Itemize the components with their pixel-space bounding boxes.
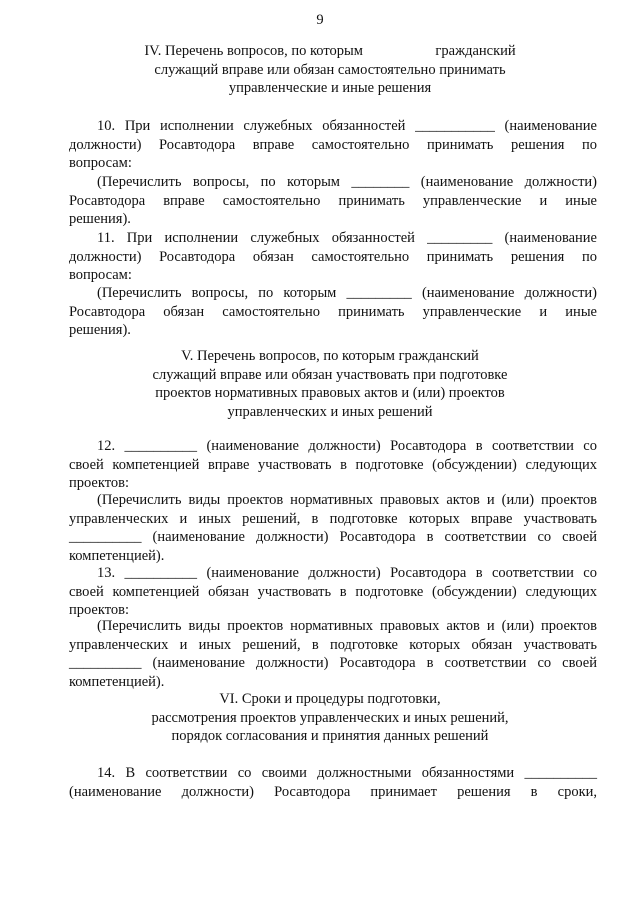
paragraph-13 <box>69 564 597 620</box>
text-line: управленческих и иных решений, в подготовке которых обязан участвовать <box>69 636 597 653</box>
section-5-heading-line: служащий вправе или обязан участвовать при подготовке <box>152 366 508 383</box>
text-line: (Перечислить вопросы, по которым _________ (наименование должности) <box>97 285 597 301</box>
text-line: компетенцией). <box>69 547 165 564</box>
paragraph-12 <box>69 437 597 493</box>
text-line: должности) Росавтодора вправе самостоятельно принимать решения по <box>69 136 597 153</box>
paragraph-11-note <box>69 284 597 340</box>
section-5-heading-line: управленческих и иных решений <box>227 403 433 420</box>
text-line: своей компетенцией обязан участвовать в подготовке (обсуждении) следующих <box>69 583 597 600</box>
text-line: проектов: <box>69 475 129 491</box>
text-line: компетенцией). <box>69 673 165 690</box>
section-4-heading <box>60 42 600 98</box>
section-5-heading-line: V. Перечень вопросов, по которым гражданский <box>181 348 479 364</box>
section-6-heading-line: порядок согласования и принятия данных решений <box>171 728 489 744</box>
paragraph-12-note <box>69 491 597 565</box>
section-6-heading-line: рассмотрения проектов управленческих и иных решений, <box>151 709 509 726</box>
text-line: Росавтодора вправе самостоятельно принимать управленческие и иные <box>69 192 597 209</box>
text-line: 11. При исполнении служебных обязанностей _________ (наименование <box>97 230 597 246</box>
section-4-heading-line: управленческие и иные решения <box>228 80 432 96</box>
text-line: решения). <box>69 211 131 227</box>
text-line: (Перечислить вопросы, по которым ________ (наименование должности) <box>97 174 597 190</box>
text-line: (Перечислить виды проектов нормативных правовых актов и (или) проектов <box>97 492 597 508</box>
text-line: решения). <box>69 322 131 338</box>
text-line: 14. В соответствии со своими должностными обязанностями __________ <box>97 765 597 781</box>
section-4-heading-line: IV. Перечень вопросов, по которым гражданский <box>144 43 516 59</box>
text-line: вопросам: <box>69 267 132 283</box>
text-line: (Перечислить виды проектов нормативных правовых актов и (или) проектов <box>97 618 597 634</box>
paragraph-10 <box>69 117 597 173</box>
text-line: __________ (наименование должности) Росавтодора в соответствии со своей <box>69 529 597 545</box>
section-4-heading-line: служащий вправе или обязан самостоятельно принимать <box>154 61 506 78</box>
section-5-heading <box>60 347 600 421</box>
text-line: Росавтодора обязан самостоятельно принимать управленческие и иные <box>69 303 597 320</box>
paragraph-11 <box>69 229 597 285</box>
text-line: 13. __________ (наименование должности) Росавтодора в соответствии со <box>97 565 597 581</box>
section-6-heading-line: VI. Сроки и процедуры подготовки, <box>219 691 441 707</box>
paragraph-10-note <box>69 173 597 229</box>
section-5-heading-line: проектов нормативных правовых актов и (или) проектов <box>155 385 505 401</box>
text-line: (наименование должности) Росавтодора принимает решения в сроки, <box>69 783 597 800</box>
section-6-heading <box>60 690 600 746</box>
text-line: своей компетенцией вправе участвовать в подготовке (обсуждении) следующих <box>69 456 597 473</box>
text-line: 10. При исполнении служебных обязанностей ___________ (наименование <box>97 118 597 134</box>
text-line: __________ (наименование должности) Росавтодора в соответствии со своей <box>69 655 597 671</box>
text-line: управленческих и иных решений, в подготовке которых вправе участвовать <box>69 510 597 527</box>
paragraph-13-note <box>69 617 597 691</box>
text-line: 12. __________ (наименование должности) Росавтодора в соответствии со <box>97 438 597 454</box>
page-number: 9 <box>316 12 324 28</box>
paragraph-14 <box>69 764 597 801</box>
text-line: вопросам: <box>69 155 132 171</box>
text-line: должности) Росавтодора обязан самостоятельно принимать решения по <box>69 248 597 265</box>
text-line: проектов: <box>69 602 129 618</box>
